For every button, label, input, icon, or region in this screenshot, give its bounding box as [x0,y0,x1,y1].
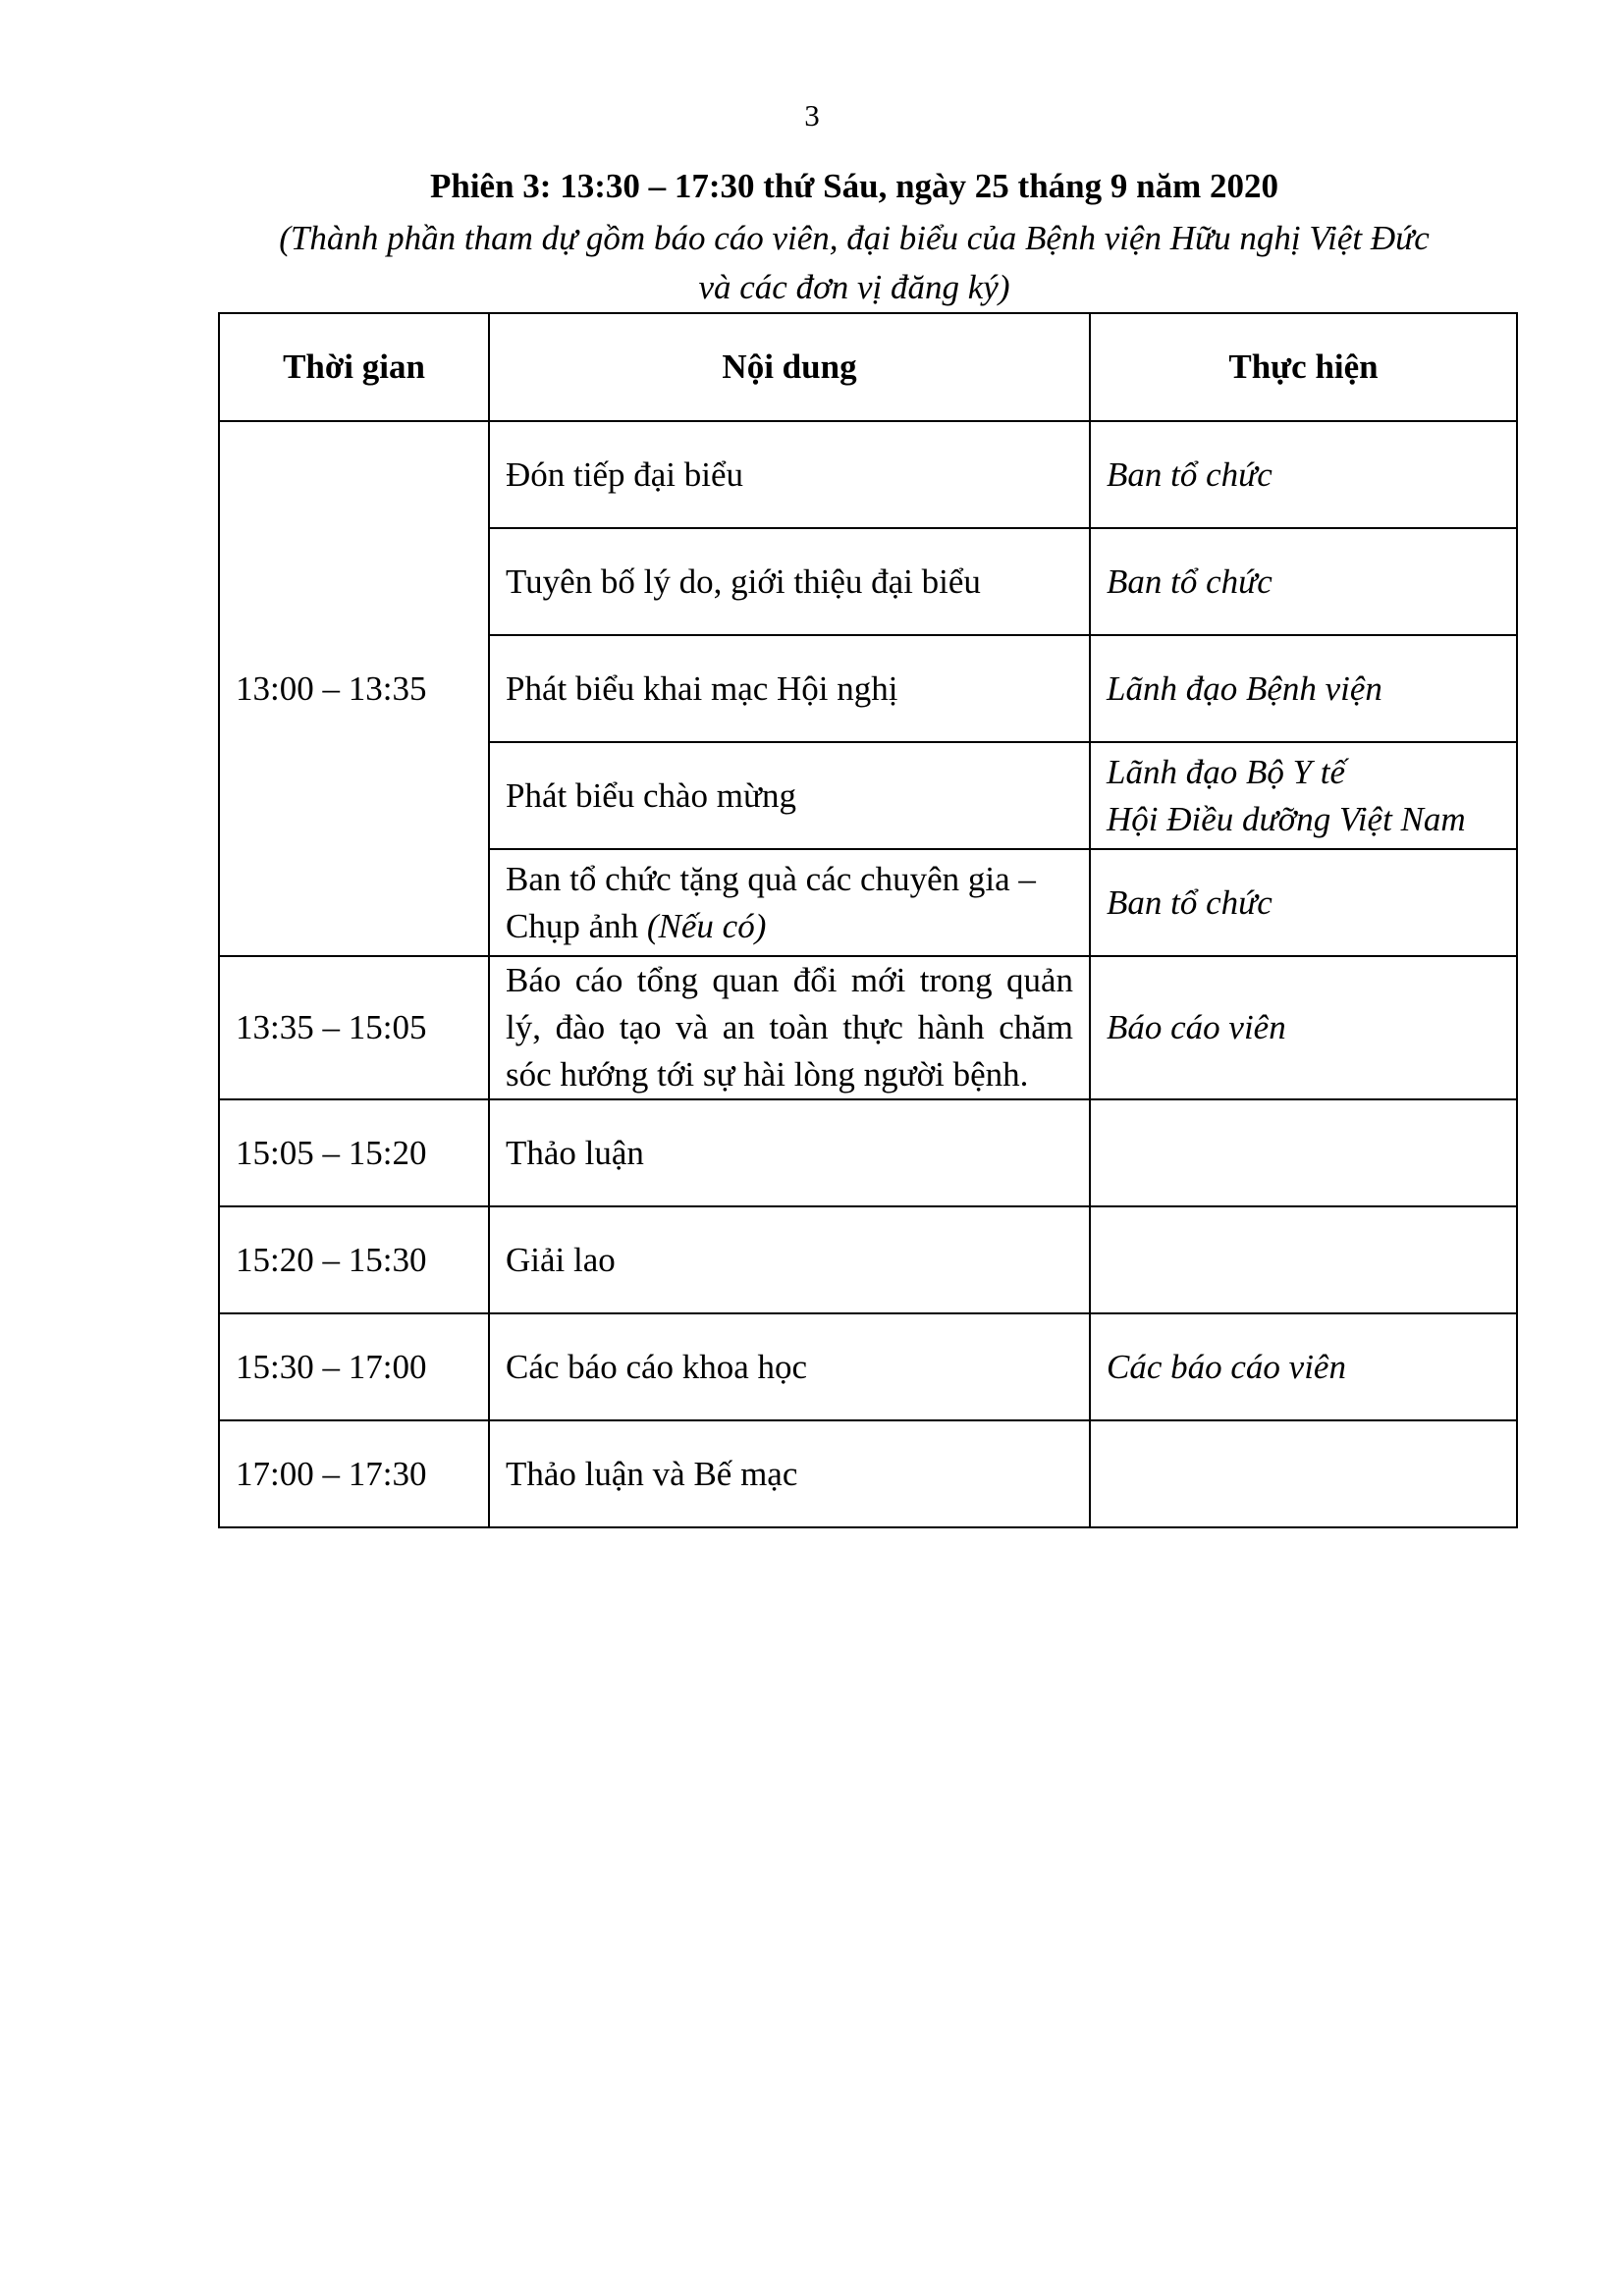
schedule-table [218,312,1518,1528]
time-cell: 15:30 – 17:00 [219,1313,489,1420]
table-row [219,956,1517,1099]
performer-cell: Ban tổ chức [1090,528,1517,635]
session-subheading [196,214,1512,312]
content-cell: Đón tiếp đại biểu [489,421,1090,528]
content-cell: Thảo luận [489,1099,1090,1206]
content-cell: Tuyên bố lý do, giới thiệu đại biểu [489,528,1090,635]
performer-cell: Lãnh đạo Bệnh viện [1090,635,1517,742]
time-cell: 13:00 – 13:35 [219,421,489,956]
time-cell: 13:35 – 15:05 [219,956,489,1099]
performer-cell [1090,1099,1517,1206]
content-note: (Nếu có) [646,906,767,945]
performer-cell: Ban tổ chức [1090,849,1517,956]
content-line-1: Ban tổ chức tặng quà các chuyên gia – [506,859,1036,898]
performer-cell: Ban tổ chức [1090,421,1517,528]
performer-line-2: Hội Điều dưỡng Việt Nam [1107,799,1466,838]
content-text: Chụp ảnh [506,906,639,945]
performer-cell [1090,1206,1517,1313]
header-time: Thời gian [219,313,489,421]
table-header-row [219,313,1517,421]
content-cell: Các báo cáo khoa học [489,1313,1090,1420]
performer-line-1: Lãnh đạo Bộ Y tế [1107,752,1346,791]
performer-cell: Các báo cáo viên [1090,1313,1517,1420]
time-cell: 15:20 – 15:30 [219,1206,489,1313]
session-heading: Phiên 3: 13:30 – 17:30 thứ Sáu, ngày 25 tháng 9 năm 2020 [429,167,1278,205]
header-content: Nội dung [489,313,1090,421]
content-cell: Phát biểu chào mừng [489,742,1090,849]
time-cell: 15:05 – 15:20 [219,1099,489,1206]
performer-cell: Báo cáo viên [1090,956,1517,1099]
performer-cell [1090,742,1517,849]
table-row [219,1206,1517,1313]
content-cell [489,849,1090,956]
subheading-line-2: và các đơn vị đăng ký) [698,268,1010,306]
table-row [219,1313,1517,1420]
time-cell: 17:00 – 17:30 [219,1420,489,1527]
content-cell: Phát biểu khai mạc Hội nghị [489,635,1090,742]
performer-cell [1090,1420,1517,1527]
subheading-line-1: (Thành phần tham dự gồm báo cáo viên, đại biểu của Bệnh viện Hữu nghị Việt Đức [279,219,1430,257]
content-cell: Báo cáo tổng quan đổi mới trong quản lý, đào tạo và an toàn thực hành chăm sóc hướng tới sự hài lòng người bệnh. [489,956,1090,1099]
header-performer: Thực hiện [1090,313,1517,421]
table-row [219,421,1517,528]
content-line-2 [506,903,1073,950]
table-row [219,1420,1517,1527]
table-row [219,1099,1517,1206]
content-cell: Giải lao [489,1206,1090,1313]
content-cell: Thảo luận và Bế mạc [489,1420,1090,1527]
page-number: 3 [804,98,820,133]
